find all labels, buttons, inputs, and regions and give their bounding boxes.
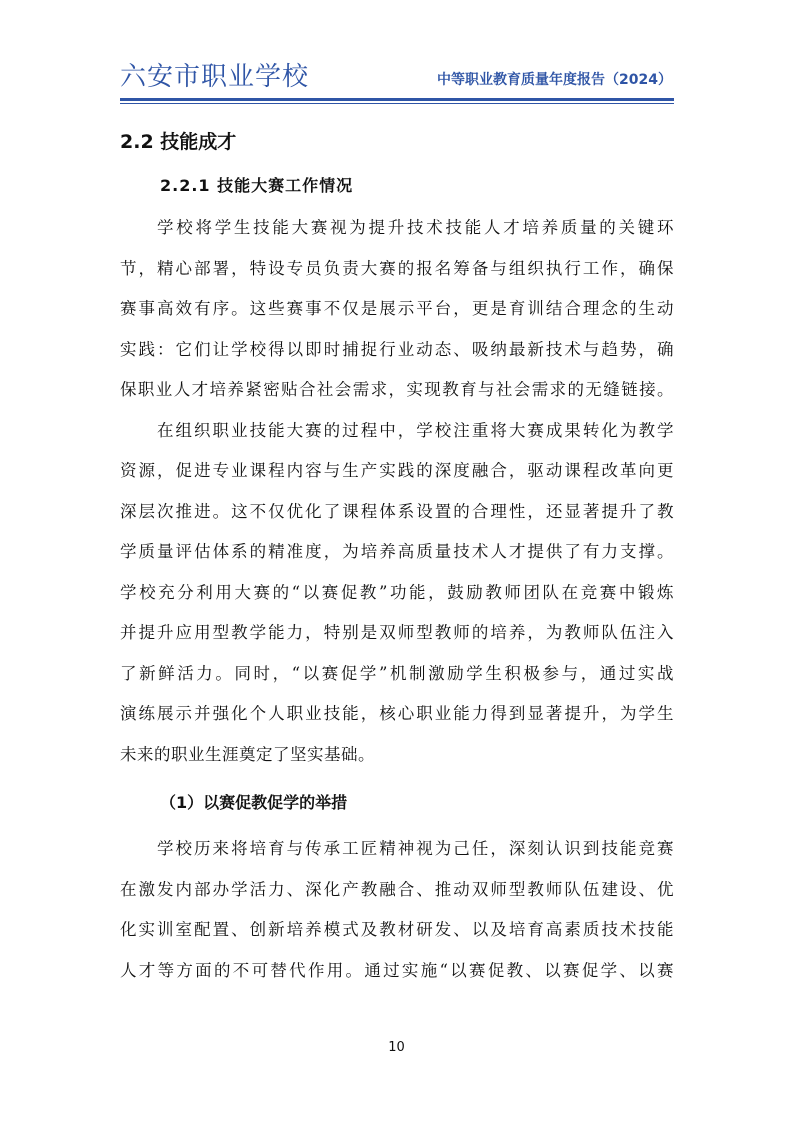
- paragraph-line: 在激发内部办学活力、深化产教融合、推动双师型教师队伍建设、优: [120, 879, 674, 899]
- paragraph-line: 节，精心部署，特设专员负责大赛的报名筹备与组织执行工作，确保: [120, 258, 674, 278]
- paragraph-line: 学校将学生技能大赛视为提升技术技能人才培养质量的关键环: [157, 218, 674, 237]
- paragraph-line: 资源，促进专业课程内容与生产实践的深度融合，驱动课程改革向更: [120, 461, 674, 480]
- header-rule-thin: [120, 103, 674, 104]
- paragraph-line: 化实训室配置、创新培养模式及教材研发、以及培育高素质技术技能: [120, 920, 674, 939]
- school-name: 六安市职业学校: [120, 62, 310, 92]
- item-title: （1）以赛促教促学的举措: [160, 793, 348, 812]
- paragraph-line: 赛事高效有序。这些赛事不仅是展示平台，更是育训结合理念的生动: [120, 299, 674, 318]
- paragraph-line: 学校历来将培育与传承工匠精神视为己任，深刻认识到技能竞赛: [157, 839, 674, 858]
- paragraph-line: 了新鲜活力。同时，“以赛促学”机制激励学生积极参与，通过实战: [120, 663, 674, 683]
- paragraph-line: 深层次推进。这不仅优化了课程体系设置的合理性，还显著提升了教: [120, 501, 674, 521]
- paragraph-line: 学校充分利用大赛的“以赛促教”功能，鼓励教师团队在竞赛中锻炼: [120, 582, 674, 602]
- page-header: [120, 52, 674, 98]
- paragraph-1: [120, 208, 674, 411]
- paragraph-3: [120, 829, 674, 991]
- paragraph-line: 未来的职业生涯奠定了坚实基础。: [120, 744, 375, 764]
- paragraph-line: 并提升应用型教学能力，特别是双师型教师的培养，为教师队伍注入: [120, 623, 674, 642]
- paragraph-line: 学质量评估体系的精准度，为培养高质量技术人才提供了有力支撑。: [120, 542, 674, 561]
- paragraph-line: 在组织职业技能大赛的过程中，学校注重将大赛成果转化为教学: [157, 420, 674, 440]
- paragraph-line: 保职业人才培养紧密贴合社会需求，实现教育与社会需求的无缝链接。: [120, 380, 674, 399]
- page-content: [120, 118, 674, 991]
- section-title: 2.2 技能成才: [120, 131, 237, 153]
- paragraph-line: 实践：它们让学校得以即时捕捉行业动态、吸纳最新技术与趋势，确: [120, 339, 674, 359]
- header-rule-thick: [120, 98, 674, 101]
- subsection-title: 2.2.1 技能大赛工作情况: [160, 176, 354, 195]
- report-title: 中等职业教育质量年度报告（2024）: [437, 72, 672, 88]
- paragraph-line: 人才等方面的不可替代作用。通过实施“以赛促教、以赛促学、以赛: [120, 960, 674, 980]
- paragraph-2: [120, 411, 674, 776]
- page-number: 10: [388, 1040, 405, 1055]
- paragraph-line: 演练展示并强化个人职业技能，核心职业能力得到显著提升，为学生: [120, 704, 674, 723]
